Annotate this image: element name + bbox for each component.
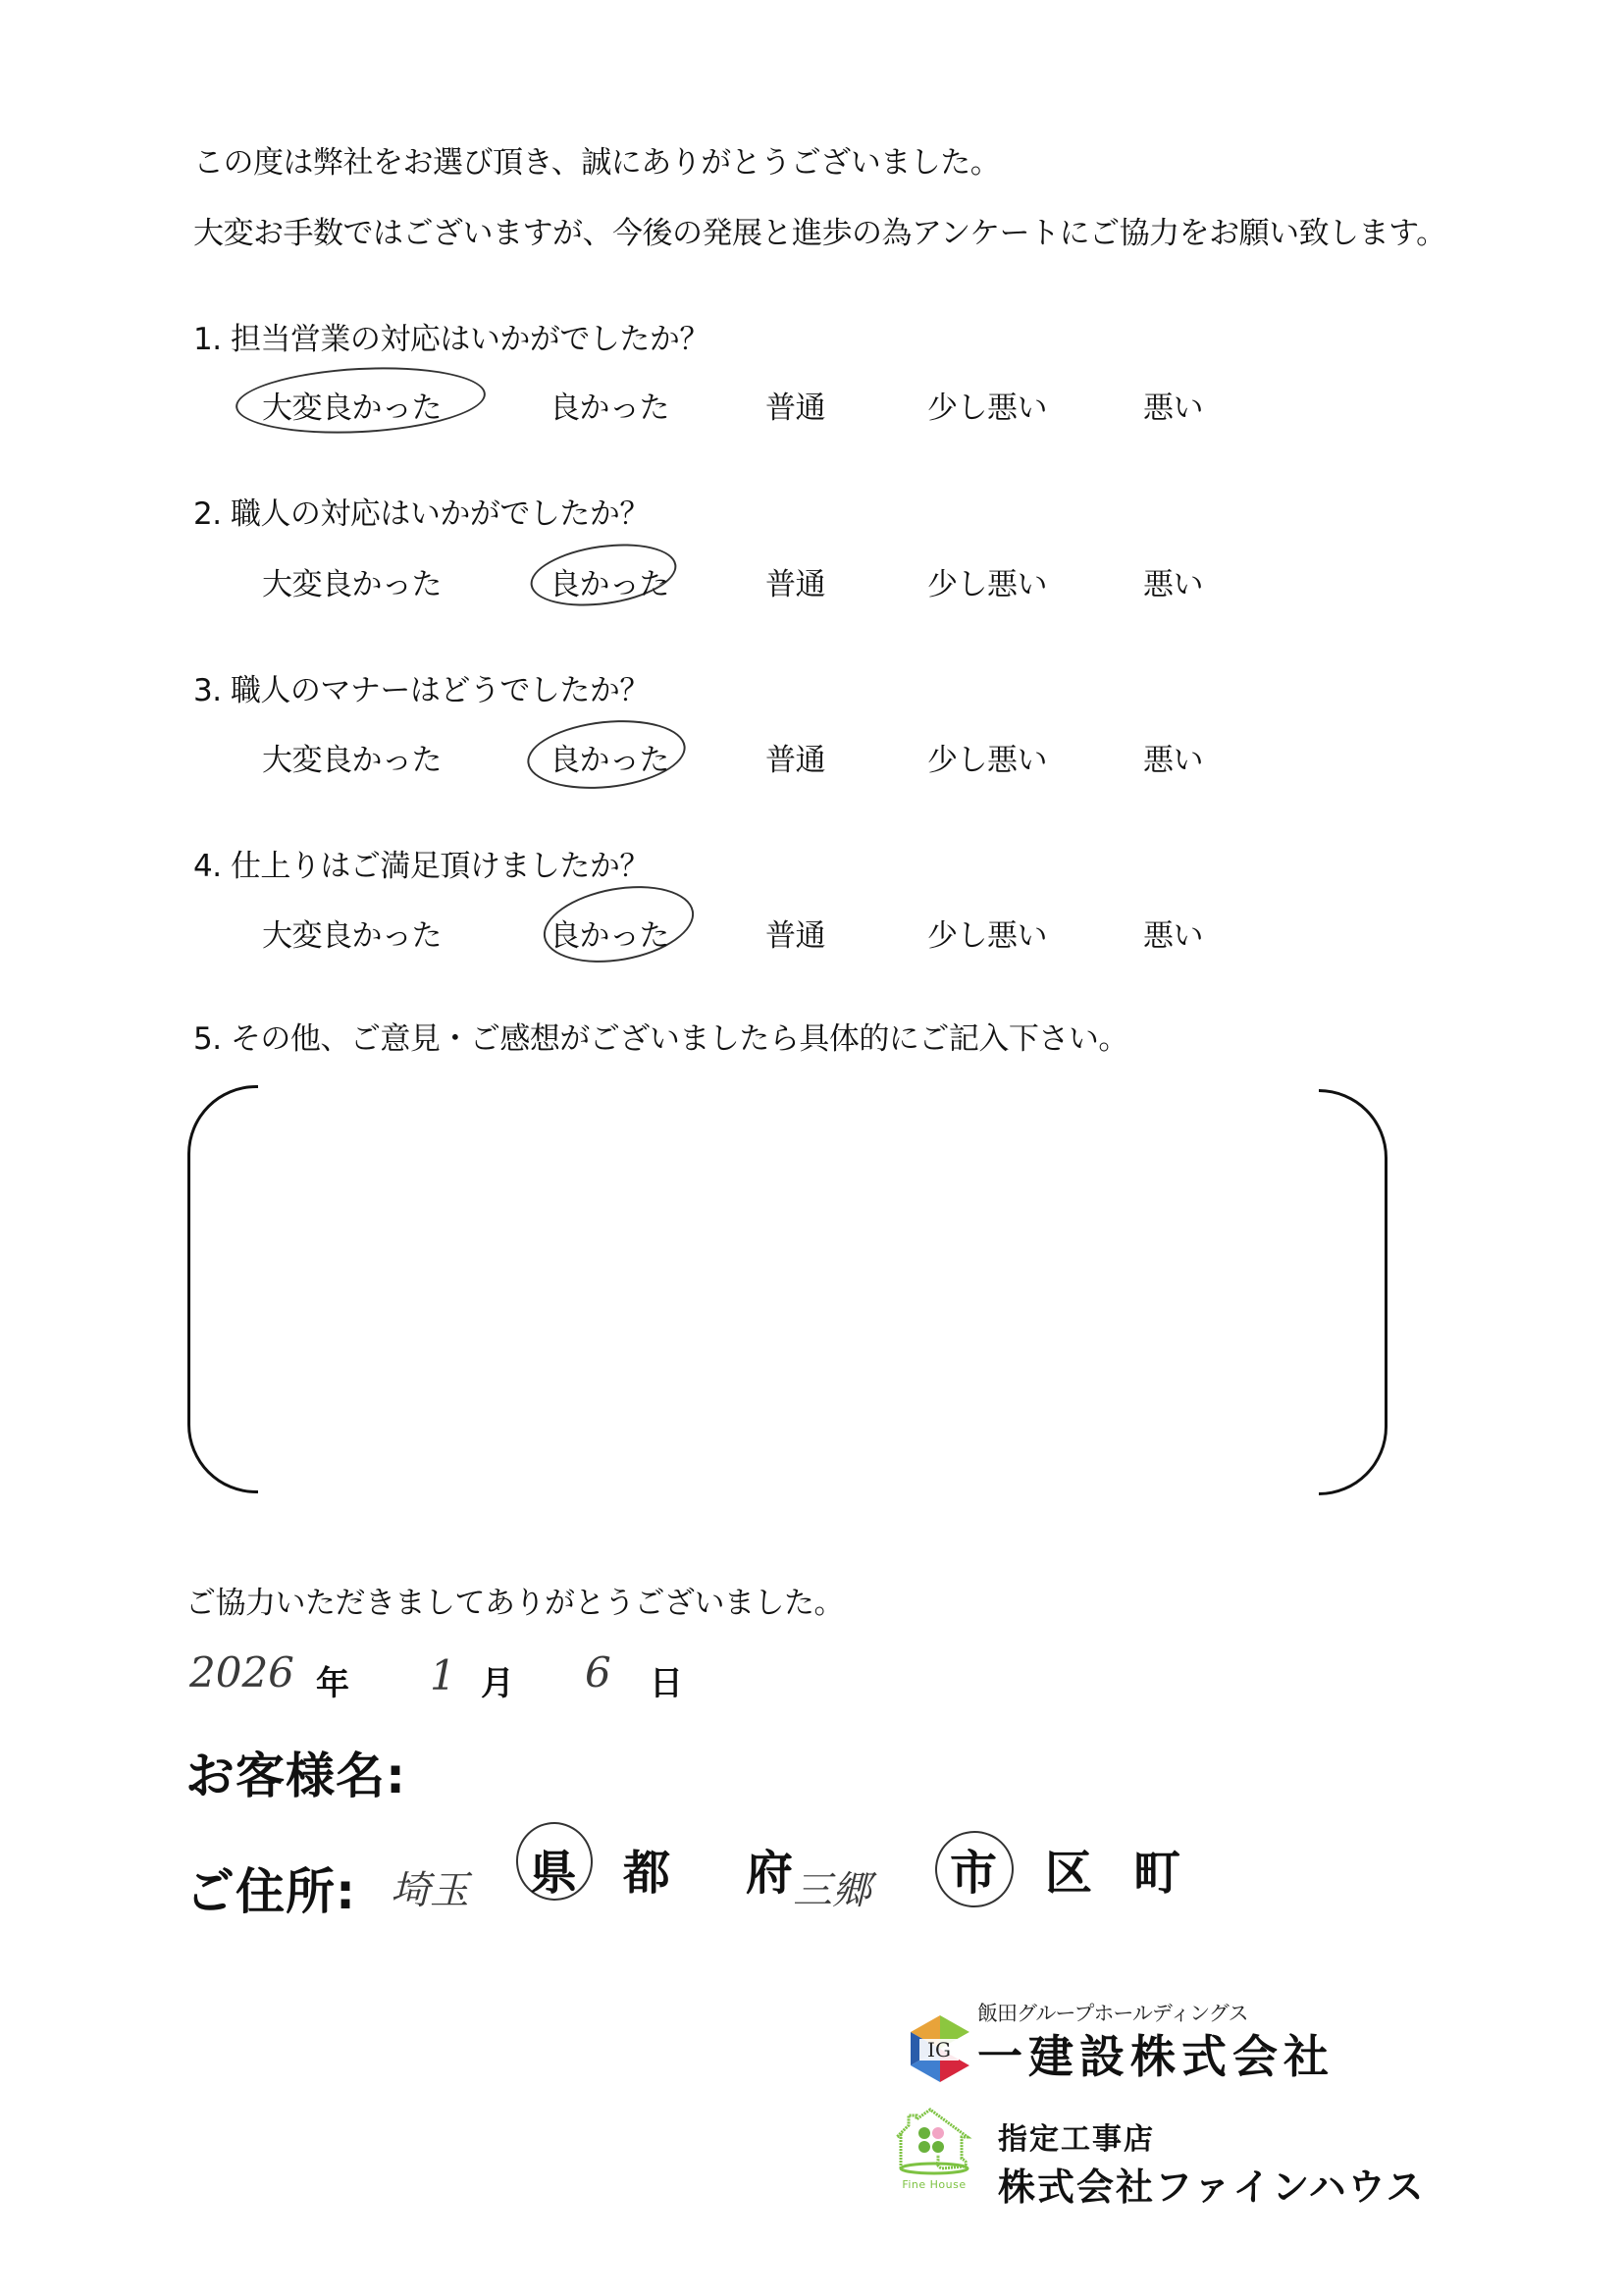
- q2-option-slightly-bad[interactable]: 少し悪い: [927, 567, 1047, 602]
- fine-house-logo-icon: [895, 2108, 973, 2196]
- q2-option-average[interactable]: 普通: [765, 567, 825, 602]
- question-3-title: [193, 665, 650, 709]
- comment-field[interactable]: [260, 1099, 1315, 1482]
- q4-option-bad[interactable]: 悪い: [1143, 918, 1203, 954]
- svg-text:IG: IG: [927, 2038, 951, 2061]
- question-text: 仕上りはご満足頂けましたか？: [230, 849, 650, 884]
- prefecture-unit-fu[interactable]: 府: [746, 1846, 794, 1901]
- question-2-title: [193, 489, 650, 533]
- date-year-value[interactable]: 2026: [189, 1648, 294, 1696]
- q3-option-very-good[interactable]: 大変良かった: [262, 743, 442, 778]
- date-day-label: 日: [650, 1664, 683, 1703]
- q4-option-very-good[interactable]: 大変良かった: [262, 918, 442, 954]
- question-number: 2.: [193, 496, 222, 532]
- q1-option-good[interactable]: 良かった: [550, 391, 669, 426]
- date-year-label: 年: [316, 1664, 349, 1703]
- company-main-name: 一建設株式会社: [977, 2030, 1335, 2083]
- customer-name-field[interactable]: [432, 1737, 1217, 1796]
- question-text: 職人の対応はいかがでしたか？: [230, 496, 650, 532]
- designated-contractor-label: 指定工事店: [998, 2122, 1155, 2157]
- q4-option-good[interactable]: 良かった: [550, 918, 669, 954]
- intro-line-1: この度は弊社をお選び頂き、誠にありがとうございました。: [193, 145, 1001, 181]
- thanks-message: ご協力いただきましてありがとうございました。: [185, 1586, 844, 1621]
- address-city-handwritten[interactable]: 三郷: [793, 1868, 871, 1913]
- question-number: 4.: [193, 849, 222, 884]
- q2-option-bad[interactable]: 悪い: [1143, 567, 1203, 602]
- address-label: [185, 1852, 356, 1923]
- q4-option-average[interactable]: 普通: [765, 918, 825, 954]
- date-month-value[interactable]: 1: [430, 1651, 456, 1699]
- ig-logo-icon: [908, 2013, 972, 2084]
- colon: :: [386, 1748, 406, 1804]
- question-number: 3.: [193, 673, 222, 708]
- city-unit-ku[interactable]: 区: [1045, 1846, 1093, 1901]
- city-unit-shi[interactable]: 市: [950, 1846, 998, 1901]
- address-prefecture-handwritten[interactable]: 埼玉: [391, 1868, 469, 1913]
- contractor-name: 株式会社ファインハウス: [998, 2166, 1426, 2209]
- question-text: その他、ご意見・ご感想がございましたら具体的にご記入下さい。: [230, 1021, 1128, 1057]
- question-4-title: [193, 841, 650, 885]
- question-1-title: [193, 314, 709, 358]
- q2-option-very-good[interactable]: 大変良かった: [262, 567, 442, 602]
- q2-option-good[interactable]: 良かった: [550, 567, 669, 602]
- question-5-title: [193, 1014, 1128, 1058]
- question-text: 担当営業の対応はいかがでしたか？: [230, 322, 709, 357]
- address-label-text: ご住所: [185, 1863, 336, 1920]
- question-number: 5.: [193, 1021, 222, 1057]
- customer-name-label: [185, 1737, 406, 1807]
- comment-box-left-bracket: [187, 1085, 258, 1493]
- q1-option-slightly-bad[interactable]: 少し悪い: [927, 391, 1047, 426]
- q4-option-slightly-bad[interactable]: 少し悪い: [927, 918, 1047, 954]
- q3-option-slightly-bad[interactable]: 少し悪い: [927, 743, 1047, 778]
- q1-option-very-good[interactable]: 大変良かった: [262, 391, 442, 426]
- date-month-label: 月: [481, 1664, 514, 1703]
- intro-line-2: 大変お手数ではございますが、今後の発展と進歩の為アンケートにご協力をお願い致します。: [193, 216, 1446, 251]
- q3-option-average[interactable]: 普通: [765, 743, 825, 778]
- q1-option-bad[interactable]: 悪い: [1143, 391, 1203, 426]
- comment-box-right-bracket: [1319, 1089, 1387, 1495]
- q3-option-good[interactable]: 良かった: [550, 743, 669, 778]
- city-unit-machi[interactable]: 町: [1133, 1846, 1181, 1901]
- fine-house-caption: Fine House: [902, 2178, 967, 2191]
- question-text: 職人のマナーはどうでしたか？: [230, 673, 650, 708]
- q3-option-bad[interactable]: 悪い: [1143, 743, 1203, 778]
- prefecture-unit-ken[interactable]: 県: [530, 1846, 578, 1901]
- question-number: 1.: [193, 322, 222, 357]
- group-name: 飯田グループホールディングス: [977, 2002, 1248, 2025]
- q1-option-average[interactable]: 普通: [765, 391, 825, 426]
- colon: :: [336, 1863, 356, 1920]
- customer-name-label-text: お客様名: [185, 1748, 386, 1804]
- date-day-value[interactable]: 6: [585, 1648, 611, 1696]
- prefecture-unit-to[interactable]: 都: [623, 1846, 671, 1901]
